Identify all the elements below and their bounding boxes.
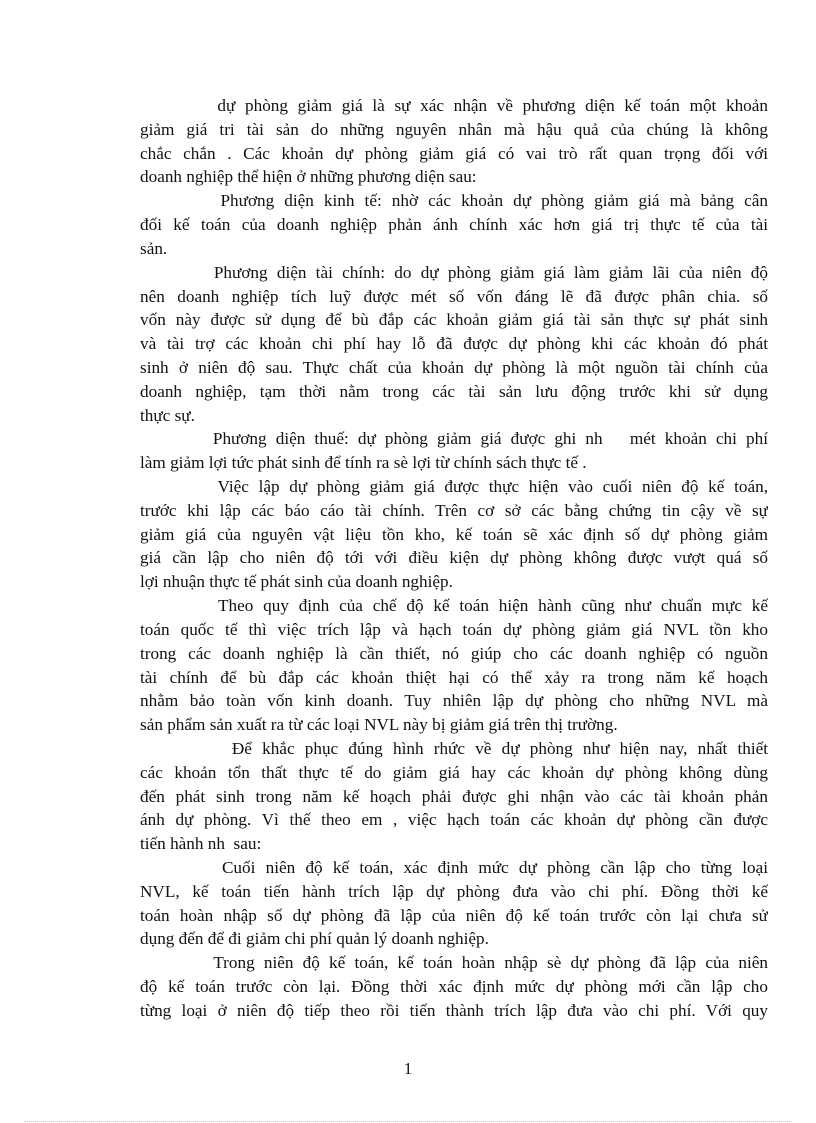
- text-line: sản phẩm sản xuất ra từ các loại NVL này bị giảm giá trên thị trường.: [140, 715, 618, 735]
- text-line: Phương diện tài chính: do dự phòng giảm giá làm giảm lãi của niên độ: [140, 262, 768, 282]
- text-line: các khoản tổn thất thực tế do giảm giá hay các khoản dự phòng không dùng: [140, 762, 768, 782]
- text-line: độ kế toán trước còn lại. Đồng thời xác định mức dự phòng mới cần lập cho: [140, 977, 768, 997]
- text-line: doanh nghiệp, tạm thời nằm trong các tài sản lưu động trước khi sử dụng: [140, 381, 768, 401]
- text-line: và tài trợ các khoản chi phí hay lỗ đã được dự phòng khi các khoản đó phát: [140, 334, 768, 354]
- text-line: toán quốc tế thì việc trích lập và hạch toán dự phòng giảm giá NVL tồn kho: [140, 619, 768, 639]
- text-line: toán hoàn nhập số dự phòng đã lập của niên độ kế toán trước còn lại chưa sử: [140, 905, 768, 925]
- text-line: lợi nhuận thực tế phát sinh của doanh nghiệp.: [140, 572, 453, 592]
- text-line: sinh ở niên độ sau. Thực chất của khoản dự phòng là một nguồn tài chính của: [140, 357, 768, 377]
- text-line: doanh nghiệp thể hiện ở những phương diện sau:: [140, 167, 477, 187]
- text-line: Phương diện kinh tế: nhờ các khoản dự phòng giảm giá mà bảng cân: [140, 191, 768, 211]
- text-line: nhằm bảo toàn vốn kinh doanh. Tuy nhiên lập dự phòng cho những NVL mà: [140, 691, 768, 711]
- text-line: Trong niên độ kế toán, kế toán hoàn nhập sè dự phòng đã lập của niên: [140, 953, 768, 973]
- text-line: nên doanh nghiệp tích luỹ được mét số vốn đáng lẽ đã được phân chia. số: [140, 286, 768, 306]
- text-line: giảm giá tri tài sản do những nguyên nhân mà hậu quả của chúng là không: [140, 119, 768, 139]
- text-line: làm giảm lợi tức phát sinh để tính ra sè lợi từ chính sách thực tế .: [140, 453, 587, 473]
- text-line: thực sự.: [140, 405, 195, 425]
- text-line: tài chính để bù đắp các khoản thiệt hại có thể xảy ra trong năm kế hoạch: [140, 667, 768, 687]
- text-line: giá cần lập cho niên độ tới với điều kiện dự phòng không được vượt quá số: [140, 548, 768, 568]
- text-line: Phương diện thuế: dự phòng giảm giá được ghi nh mét khoản chi phí: [140, 429, 768, 449]
- text-line: chắc chắn . Các khoản dự phòng giảm giá có vai trò rất quan trọng đối với: [140, 143, 768, 163]
- text-line: vốn này được sử dụng để bù đắp các khoản giảm giá tài sản thực sự phát sinh: [140, 310, 768, 330]
- text-line: trong các doanh nghiệp là cần thiết, nó giúp cho các doanh nghiệp có nguồn: [140, 643, 768, 663]
- text-line: tiến hành nh sau:: [140, 834, 262, 854]
- text-line: Để khắc phục đúng hình rhức về dự phòng như hiện nay, nhất thiết: [140, 738, 768, 758]
- body-text: [140, 94, 768, 1023]
- text-line: đến phát sinh trong năm kế hoạch phải được ghi nhận vào các tài khoản phản: [140, 786, 768, 806]
- text-line: NVL, kế toán tiến hành trích lập dự phòng đưa vào chi phí. Đồng thời kế: [140, 881, 768, 901]
- text-line: dụng đến để đi giảm chi phí quản lý doanh nghiệp.: [140, 929, 489, 949]
- text-line: đối kế toán của doanh nghiệp phản ánh chính xác hơn giá trị thực tế của tài: [140, 215, 768, 235]
- text-line: Cuối niên độ kế toán, xác định mức dự phòng cần lập cho từng loại: [140, 858, 768, 877]
- page-bottom-divider: [24, 1121, 792, 1122]
- text-line: từng loại ở niên độ tiếp theo rồi tiến thành trích lập đưa vào chi phí. Với quy: [140, 1000, 768, 1020]
- text-line: dự phòng giảm giá là sự xác nhận về phương diện kế toán một khoản: [140, 96, 768, 115]
- text-line: Việc lập dự phòng giảm giá được thực hiện vào cuối niên độ kế toán,: [140, 477, 768, 496]
- text-line: ánh dự phòng. Vì thế theo em , việc hạch toán các khoản dự phòng cần được: [140, 810, 768, 830]
- text-line: giảm giá của nguyên vật liệu tồn kho, kế toán sẽ xác định số dự phòng giảm: [140, 524, 768, 544]
- text-line: sản.: [140, 238, 168, 258]
- page-number: 1: [403, 1059, 413, 1078]
- text-line: trước khi lập các báo cáo tài chính. Trên cơ sở các bằng chứng tin cậy về sự: [140, 500, 768, 520]
- text-line: Theo quy định của chế độ kế toán hiện hành cũng như chuẩn mực kế: [140, 596, 768, 616]
